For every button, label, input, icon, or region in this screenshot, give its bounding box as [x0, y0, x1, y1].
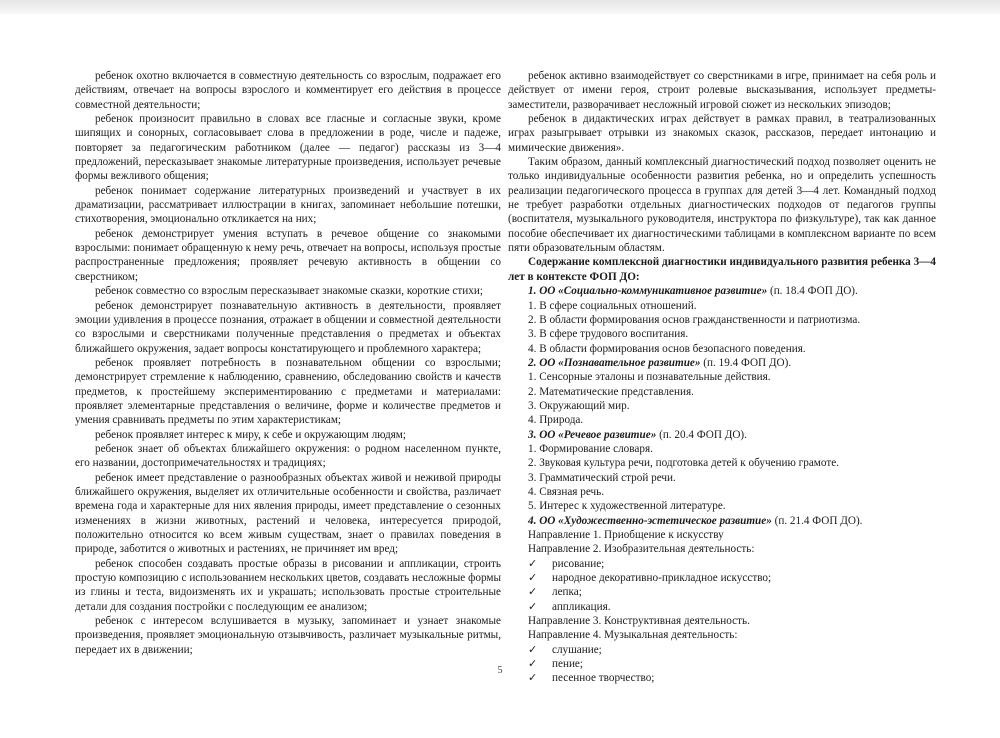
list-item: 3. Грамматический строй речи. [528, 471, 676, 484]
check-icon: ✓ [528, 672, 538, 685]
check-icon: ✓ [528, 557, 538, 570]
paragraph: ребенок имеет представление о разнообразных объектах живой и неживой природы ближайшего окружения, выделяет их отличительные особенности и свойства, различает времена года и характерные для них явления природы, имеет представление о сезонных изменениях в жизни животных, растений и человека, интересуется природой, положительно относится ко всем живым существам, знает о правилах поведения в природе, заботится о животных и растениях, не причиняет им вред; [75, 471, 501, 556]
paragraph: ребенок охотно включается в совместную деятельность со взрослым, подражает его действиям, отвечает на вопросы взрослого и комментирует его действия в процессе совместной деятельности; [75, 70, 501, 111]
list-item: 1. В сфере социальных отношений. [528, 299, 697, 312]
area-title [528, 356, 936, 370]
check-list-item [528, 585, 936, 599]
list-item: 1. Формирование словаря. [528, 442, 653, 455]
check-icon: ✓ [528, 600, 538, 613]
list-item: 2. Звуковая культура речи, подготовка детей к обучению грамоте. [528, 457, 839, 470]
area-title-ref: (п. 18.4 ФОП ДО). [767, 285, 858, 298]
paragraph: ребенок способен создавать простые образы в рисовании и аппликации, строить простую композицию с использованием нескольких цветов, создавать несложные формы из глины и теста, видоизменять их и украшать; использовать простые строительные детали для создания постройки с последующим ее анализом; [75, 557, 501, 613]
check-item-text: народное декоративно-прикладное искусство; [552, 572, 772, 585]
area-title-ref: (п. 19.4 ФОП ДО). [700, 356, 792, 369]
list-item: 2. В области формирования основ гражданственности и патриотизма. [528, 313, 861, 326]
check-icon: ✓ [528, 643, 538, 656]
list-item: 3. В сфере трудового воспитания. [528, 328, 689, 341]
check-icon: ✓ [528, 572, 538, 585]
check-list-item [528, 643, 936, 657]
paragraph: ребенок демонстрирует умения вступать в речевое общение со знакомыми взрослыми: понимает обращенную к нему речь, отвечает на вопросы, используя простые распространенные предложения; проявляет речевую активность в общении со сверстником; [75, 227, 501, 283]
list-item: 5. Интерес к художественной литературе. [528, 500, 726, 513]
check-item-text: слушание; [552, 643, 602, 656]
check-list-item [528, 571, 936, 585]
page-fold-shadow [0, 0, 1000, 14]
area-title [528, 514, 936, 528]
area-title [528, 428, 936, 442]
list-item: 4. Связная речь. [528, 485, 605, 498]
paragraph: ребенок активно взаимодействует со сверстниками в игре, принимает на себя роль и действует от имени героя, строит ролевые высказывания, использует предметы-заместители, разворачивает несложный игровой сюжет из нескольких эпизодов; [508, 70, 936, 111]
direction-line: Направление 1. Приобщение к искусству [528, 529, 724, 541]
area-title-ref: (п. 20.4 ФОП ДО). [656, 428, 747, 441]
check-item-text: пение; [552, 658, 584, 671]
check-icon: ✓ [528, 658, 538, 671]
list-item: 1. Сенсорные эталоны и познавательные действия. [528, 371, 771, 384]
area-title-name: 2. ОО «Познавательное развитие» [528, 356, 701, 369]
direction-line: Направление 3. Конструктивная деятельность. [528, 615, 750, 628]
check-icon: ✓ [528, 586, 538, 599]
paragraph: ребенок в дидактических играх действует в рамках правил, в театрализованных играх разыгрывает отрывки из знакомых сказок, рассказов, передает интонацию и мимические движения». [508, 113, 936, 154]
right-column [508, 69, 936, 686]
paragraph: ребенок знает об объектах ближайшего окружения: о родном населенном пункте, его названии, достопримечательностях и традициях; [75, 442, 501, 470]
paragraph: ребенок понимает содержание литературных произведений и участвует в их драматизации, рассматривает иллюстрации в книгах, запоминает небольшие потешки, стихотворения, эмоционально откликается на них; [75, 184, 501, 226]
paragraph: ребенок произносит правильно в словах все гласные и согласные звуки, кроме шипящих и сонорных, согласовывает слова в предложении в роде, числе и падеже, повторяет за педагогическим работником (далее — педагог) рассказы из 3—4 предложений, пересказывает знакомые литературные произведения, использует речевые формы вежливого общения; [75, 113, 501, 183]
check-item-text: аппликация. [552, 600, 611, 613]
list-item: 4. Природа. [528, 414, 584, 427]
paragraph: ребенок с интересом вслушивается в музыку, запоминает и узнает знакомые произведения, проявляет эмоциональную отзывчивость, различает музыкальные ритмы, передает их в движении; [75, 615, 501, 656]
check-item-text: лепка; [552, 586, 582, 599]
page-number: 5 [497, 665, 503, 676]
check-item-text: рисование; [552, 557, 605, 570]
list-item: 3. Окружающий мир. [528, 399, 630, 412]
section-heading: Содержание комплексной диагностики индивидуального развития ребенка 3—4 лет в контексте ФОП ДО: [508, 256, 936, 283]
left-column [75, 69, 501, 657]
check-list-item [528, 557, 936, 571]
area-title-name: 3. ОО «Речевое развитие» [528, 428, 657, 441]
paragraph: ребенок проявляет потребность в познавательном общении со взрослыми; демонстрирует стремление к наблюдению, сравнению, обследованию свойств и качеств предметов, к простейшему экспериментированию с предметами и материалами: проявляет элементарные представления о величине, форме и количестве предметов и умения сравнивать предметы по этим характеристикам; [75, 356, 501, 427]
area-title [528, 284, 936, 298]
direction-line: Направление 2. Изобразительная деятельность: [528, 543, 755, 556]
paragraph: ребенок проявляет интерес к миру, к себе и окружающим людям; [95, 428, 406, 441]
check-item-text: песенное творчество; [552, 672, 655, 685]
paragraph: ребенок демонстрирует познавательную активность в деятельности, проявляет эмоции удивления в процессе познания, отражает в общении и совместной деятельности со взрослыми и сверстниками полученные представления о предметах и объектах ближайшего окружения, задает вопросы констатирующего и проблемного характера; [75, 299, 501, 355]
area-title-name: 4. ОО «Художественно-эстетическое развитие» [528, 514, 772, 527]
paragraph: ребенок совместно со взрослым пересказывает знакомые сказки, короткие стихи; [95, 285, 483, 298]
list-item: 2. Математические представления. [528, 385, 694, 398]
direction-line: Направление 4. Музыкальная деятельность: [528, 629, 738, 642]
paragraph: Таким образом, данный комплексный диагностический подход позволяет оценить не только индивидуальные особенности развития ребенка, но и определить успешность реализации педагогического процесса в группах для детей 3—4 лет. Командный подход не требует разработки отдельных диагностических подходов от педагогов группы (воспитателя, музыкального руководителя, инструктора по физкультуре), так как данное пособие обеспечивает их диагностическими таблицами в комплексном варианте по всем пяти образовательным областям. [508, 156, 936, 255]
area-title-name: 1. ОО «Социально-коммуникативное развитие» [528, 285, 768, 298]
list-item: 4. В области формирования основ безопасного поведения. [528, 342, 806, 355]
area-title-ref: (п. 21.4 ФОП ДО). [771, 514, 863, 527]
check-list-item [528, 600, 936, 614]
